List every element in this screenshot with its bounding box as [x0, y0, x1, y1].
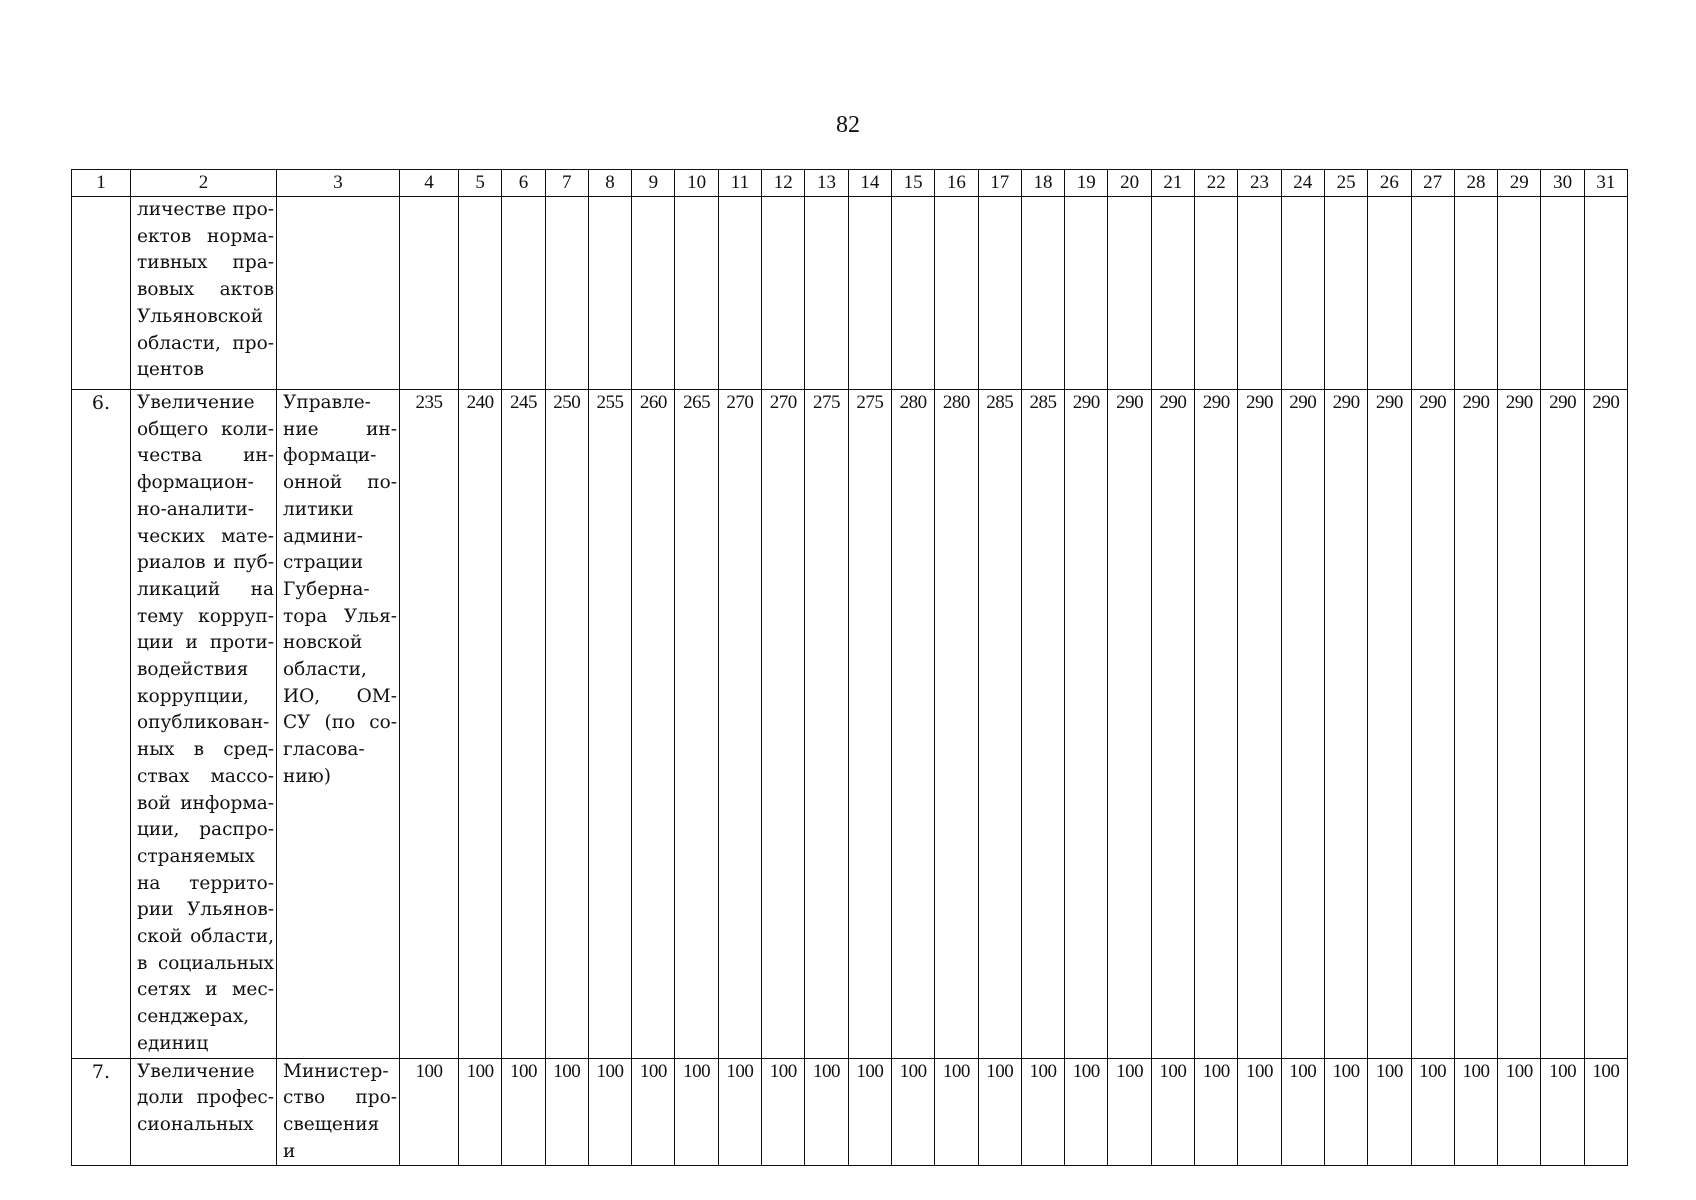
value-cell: 275: [805, 390, 848, 1059]
value-cell: [935, 197, 978, 390]
value-cell: 290: [1065, 390, 1108, 1059]
text-line: в социальных: [137, 952, 274, 974]
text-line: админи-: [283, 525, 364, 547]
text-line: сиональных: [137, 1113, 254, 1135]
value-cell: 290: [1411, 390, 1454, 1059]
value-cell: 285: [1021, 390, 1064, 1059]
text-line: страции: [283, 552, 364, 574]
value-cell: 100: [1151, 1058, 1194, 1166]
header-cell: 1: [72, 170, 131, 197]
value-cell: 260: [632, 390, 675, 1059]
value-cell: [632, 197, 675, 390]
text-line: рии Ульянов-: [137, 899, 274, 921]
header-row: [72, 170, 1628, 197]
text-line: СУ (по со-: [283, 712, 397, 734]
header-cell: 6: [502, 170, 545, 197]
value-cell: [1151, 197, 1194, 390]
header-cell: 17: [978, 170, 1021, 197]
value-cell: 290: [1454, 390, 1497, 1059]
header-cell: 29: [1498, 170, 1541, 197]
value-cell: 100: [1498, 1058, 1541, 1166]
value-cell: 255: [588, 390, 631, 1059]
value-cell: [1238, 197, 1281, 390]
value-cell: 100: [400, 1058, 459, 1166]
value-cell: 100: [545, 1058, 588, 1166]
value-cell: 100: [891, 1058, 934, 1166]
executor-cell: [277, 197, 400, 390]
text-line: гласова-: [283, 739, 365, 761]
header-cell: 12: [762, 170, 805, 197]
text-line: формаци-: [283, 445, 377, 467]
value-cell: [1021, 197, 1064, 390]
value-cell: [805, 197, 848, 390]
value-cell: 100: [588, 1058, 631, 1166]
text-line: центов: [137, 359, 204, 381]
value-cell: 240: [459, 390, 502, 1059]
text-line: области,: [283, 659, 367, 681]
text-line: ческих мате-: [137, 525, 274, 547]
header-cell: 10: [675, 170, 718, 197]
value-cell: [1411, 197, 1454, 390]
value-cell: [588, 197, 631, 390]
header-cell: 14: [848, 170, 891, 197]
value-cell: 270: [762, 390, 805, 1059]
text-line: Увеличение: [137, 1060, 255, 1082]
value-cell: 290: [1238, 390, 1281, 1059]
value-cell: 235: [400, 390, 459, 1059]
value-cell: 100: [718, 1058, 761, 1166]
text-line: вовых актов: [137, 279, 274, 301]
text-line: коррупции,: [137, 685, 250, 707]
indicator-cell: [131, 1058, 277, 1166]
header-cell: 23: [1238, 170, 1281, 197]
value-cell: 100: [675, 1058, 718, 1166]
value-cell: 290: [1584, 390, 1627, 1059]
header-cell: 3: [277, 170, 400, 197]
header-cell: 19: [1065, 170, 1108, 197]
value-cell: [718, 197, 761, 390]
indicators-table: [71, 169, 1628, 1166]
text-line: Губерна-: [283, 578, 370, 600]
text-line: вой информа-: [137, 792, 274, 814]
text-line: литики: [283, 498, 354, 520]
value-cell: 100: [1021, 1058, 1064, 1166]
value-cell: 280: [891, 390, 934, 1059]
header-cell: 31: [1584, 170, 1627, 197]
table-row: [72, 197, 1628, 390]
header-cell: 18: [1021, 170, 1064, 197]
value-cell: 100: [1065, 1058, 1108, 1166]
executor-cell: [277, 390, 400, 1059]
value-cell: 265: [675, 390, 718, 1059]
value-cell: 100: [459, 1058, 502, 1166]
text-line: новской: [283, 632, 363, 654]
table-row: [72, 390, 1628, 1059]
row-number-cell: 6.: [72, 390, 131, 1059]
text-line: Увеличение: [137, 392, 255, 413]
header-cell: 27: [1411, 170, 1454, 197]
text-line: на террито-: [137, 872, 274, 894]
value-cell: 100: [935, 1058, 978, 1166]
text-line: ской области,: [137, 926, 274, 948]
value-cell: 100: [1584, 1058, 1627, 1166]
header-cell: 11: [718, 170, 761, 197]
value-cell: [848, 197, 891, 390]
value-cell: [545, 197, 588, 390]
page-number: 82: [836, 112, 860, 138]
text-line: онной по-: [283, 472, 397, 494]
value-cell: [1584, 197, 1627, 390]
value-cell: 290: [1108, 390, 1151, 1059]
text-line: области, про-: [137, 332, 274, 354]
text-line: тивных пра-: [137, 252, 274, 274]
value-cell: [1498, 197, 1541, 390]
text-line: тора Улья-: [283, 605, 397, 627]
value-cell: 100: [1324, 1058, 1367, 1166]
header-cell: 5: [459, 170, 502, 197]
value-cell: [1065, 197, 1108, 390]
text-line: Управле-: [283, 392, 371, 413]
indicator-cell: [131, 197, 277, 390]
value-cell: 290: [1368, 390, 1411, 1059]
text-line: свещения и: [283, 1113, 380, 1162]
header-cell: 22: [1195, 170, 1238, 197]
value-cell: 285: [978, 390, 1021, 1059]
value-cell: [675, 197, 718, 390]
value-cell: [1541, 197, 1584, 390]
value-cell: [1324, 197, 1367, 390]
header-cell: 30: [1541, 170, 1584, 197]
value-cell: 290: [1541, 390, 1584, 1059]
value-cell: 100: [1195, 1058, 1238, 1166]
value-cell: 100: [1238, 1058, 1281, 1166]
value-cell: 100: [1368, 1058, 1411, 1166]
value-cell: 100: [848, 1058, 891, 1166]
header-cell: 28: [1454, 170, 1497, 197]
header-cell: 13: [805, 170, 848, 197]
text-line: страняемых: [137, 845, 255, 867]
value-cell: [459, 197, 502, 390]
text-line: риалов и пуб-: [137, 552, 274, 574]
text-line: доли профес-: [137, 1087, 274, 1109]
value-cell: [1195, 197, 1238, 390]
value-cell: 100: [1108, 1058, 1151, 1166]
row-number-cell: [72, 197, 131, 390]
header-cell: 16: [935, 170, 978, 197]
header-cell: 21: [1151, 170, 1194, 197]
header-cell: 8: [588, 170, 631, 197]
value-cell: 100: [1281, 1058, 1324, 1166]
value-cell: [502, 197, 545, 390]
text-line: Ульяновской: [137, 305, 264, 327]
value-cell: 100: [762, 1058, 805, 1166]
value-cell: 100: [632, 1058, 675, 1166]
text-line: ство про-: [283, 1087, 397, 1109]
text-line: нию): [283, 765, 331, 787]
header-cell: 20: [1108, 170, 1151, 197]
value-cell: [891, 197, 934, 390]
header-cell: 2: [131, 170, 277, 197]
row-number-cell: 7.: [72, 1058, 131, 1166]
value-cell: [1108, 197, 1151, 390]
text-line: ектов норма-: [137, 225, 274, 247]
text-line: формацион-: [137, 472, 254, 494]
table-row: [72, 1058, 1628, 1166]
value-cell: 100: [1541, 1058, 1584, 1166]
text-line: ных в сред-: [137, 739, 274, 761]
value-cell: 100: [1411, 1058, 1454, 1166]
value-cell: 290: [1281, 390, 1324, 1059]
header-cell: 7: [545, 170, 588, 197]
text-line: ИО, ОМ-: [283, 685, 397, 707]
header-cell: 24: [1281, 170, 1324, 197]
value-cell: 100: [502, 1058, 545, 1166]
value-cell: 290: [1498, 390, 1541, 1059]
text-line: сетях и мес-: [137, 979, 274, 1001]
value-cell: 275: [848, 390, 891, 1059]
text-line: ствах массо-: [137, 765, 274, 787]
value-cell: 100: [1454, 1058, 1497, 1166]
header-cell: 15: [891, 170, 934, 197]
value-cell: [1281, 197, 1324, 390]
value-cell: 290: [1324, 390, 1367, 1059]
text-line: ние ин-: [283, 418, 397, 440]
value-cell: 250: [545, 390, 588, 1059]
executor-cell: [277, 1058, 400, 1166]
text-line: единиц: [137, 1032, 209, 1054]
value-cell: [762, 197, 805, 390]
text-line: тему корруп-: [137, 605, 274, 627]
text-line: чества ин-: [137, 445, 274, 467]
value-cell: [1454, 197, 1497, 390]
text-line: сенджерах,: [137, 1006, 250, 1028]
value-cell: [400, 197, 459, 390]
value-cell: 290: [1151, 390, 1194, 1059]
header-cell: 25: [1324, 170, 1367, 197]
header-cell: 4: [400, 170, 459, 197]
text-line: личестве про-: [137, 199, 274, 220]
text-line: ции и проти-: [137, 632, 274, 654]
value-cell: 100: [978, 1058, 1021, 1166]
value-cell: 100: [805, 1058, 848, 1166]
value-cell: 245: [502, 390, 545, 1059]
text-line: Министер-: [283, 1060, 389, 1082]
indicator-cell: [131, 390, 277, 1059]
text-line: опубликован-: [137, 712, 270, 734]
value-cell: [978, 197, 1021, 390]
text-line: ликаций на: [137, 578, 274, 600]
text-line: ции, распро-: [137, 819, 274, 841]
value-cell: [1368, 197, 1411, 390]
value-cell: 290: [1195, 390, 1238, 1059]
text-line: но-аналити-: [137, 498, 255, 520]
text-line: водействия: [137, 659, 249, 681]
text-line: общего коли-: [137, 418, 274, 440]
value-cell: 270: [718, 390, 761, 1059]
header-cell: 9: [632, 170, 675, 197]
header-cell: 26: [1368, 170, 1411, 197]
value-cell: 280: [935, 390, 978, 1059]
